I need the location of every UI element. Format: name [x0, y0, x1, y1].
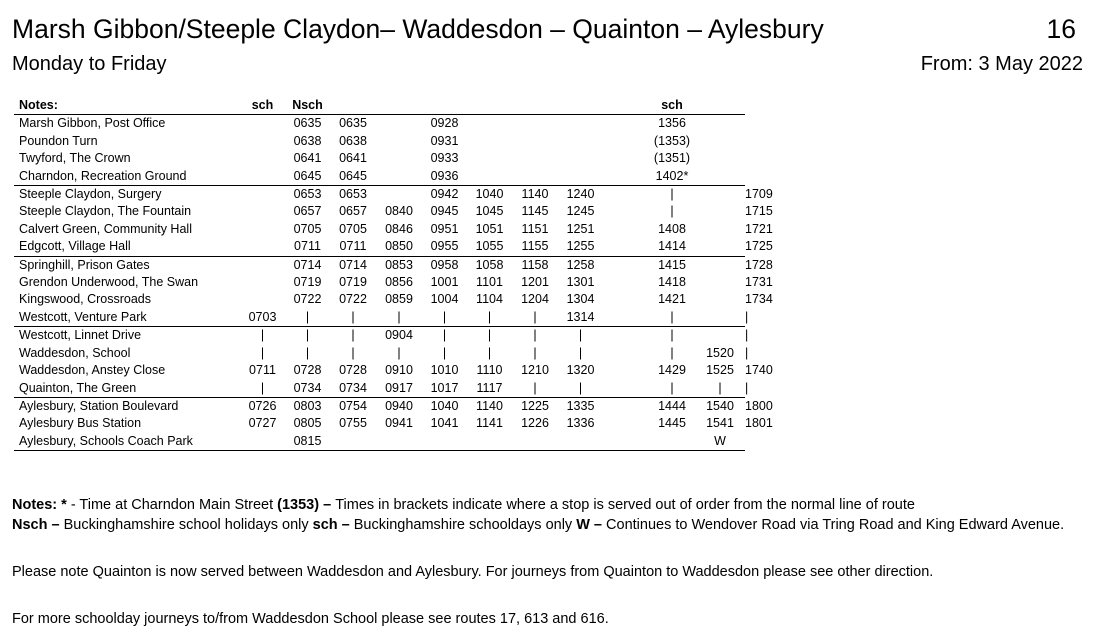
departure-time: 1140 [512, 186, 558, 204]
departure-time: 0657 [293, 204, 322, 219]
departure-time: 0728 [339, 363, 367, 378]
departure-time: 1429 [658, 363, 686, 378]
stop-name: Waddesdon, School [19, 345, 131, 360]
departure-time: 1055 [475, 239, 504, 254]
departure-time: 0904 [376, 327, 422, 345]
departure-time: 1004 [430, 292, 459, 307]
departure-time: | [330, 327, 376, 345]
departure-time: 0803 [285, 397, 330, 415]
departure-time [330, 433, 376, 451]
departure-time [467, 433, 512, 451]
departure-time [240, 115, 285, 133]
notes-line-1 [12, 497, 915, 513]
table-row: Aylesbury, Station Boulevard 0726 0803 0754 0940 1040 1140 1225 1335 1444 1540 1800 [14, 397, 745, 415]
departure-time: 0755 [339, 416, 367, 431]
departure-time: (1351) [653, 151, 691, 166]
departure-time: 0645 [339, 168, 367, 183]
departure-time: 1225 [512, 397, 558, 415]
departure-time [603, 186, 649, 204]
stop-name: Steeple Claydon, The Fountain [19, 204, 192, 219]
departure-time: | [578, 380, 583, 395]
journey-header [467, 97, 512, 115]
effective-date: From: 3 May 2022 [920, 53, 1083, 75]
departure-time [603, 380, 649, 398]
departure-time: | [351, 309, 355, 324]
departure-time: | [487, 309, 492, 324]
departure-time [603, 115, 649, 133]
departure-time: 0734 [293, 380, 322, 395]
departure-time: 0703 [248, 309, 277, 324]
journey-header [558, 97, 603, 115]
departure-time: 1520 [706, 345, 734, 360]
notes-header: Notes: [14, 97, 240, 115]
timetable [14, 97, 773, 451]
departure-time: 1258 [558, 256, 603, 274]
table-row: Westcott, Linnet Drive | | | 0904 | | | | | | [14, 327, 745, 345]
departure-time: 0711 [294, 239, 321, 254]
departure-time [376, 186, 422, 204]
stop-name: Poundon Turn [19, 133, 98, 148]
departure-time: | [670, 380, 674, 395]
nsch-symbol: Nsch – [12, 517, 60, 533]
departure-time: W [695, 433, 745, 451]
departure-time: 1245 [566, 204, 595, 219]
departure-time: 0641 [293, 151, 322, 166]
departure-time: 0853 [376, 256, 422, 274]
notes-line-2 [12, 517, 1064, 533]
departure-time: 1104 [476, 292, 503, 307]
stop-name: Kingswood, Crossroads [19, 292, 152, 307]
departure-time [603, 274, 649, 291]
departure-time: 0722 [293, 292, 322, 307]
stop-name: Aylesbury, Station Boulevard [14, 397, 240, 415]
departure-time [603, 168, 649, 186]
departure-time [695, 168, 745, 186]
departure-time: | [285, 327, 330, 345]
departure-time [603, 238, 649, 256]
departure-time [512, 115, 558, 133]
departure-time [695, 309, 745, 327]
schoolday-note: For more schoolday journeys to/from Waddesdon School please see routes 17, 613 and 616. [12, 611, 609, 627]
departure-time: 0728 [293, 363, 322, 378]
timetable-header [14, 97, 745, 115]
departure-time [422, 433, 467, 451]
departure-time [603, 433, 649, 451]
table-row: Waddesdon, Anstey Close 0711 0728 0728 0910 1010 1110 1210 1320 1429 1525 1740 [14, 362, 745, 379]
departure-time: 1240 [558, 186, 603, 204]
departure-time [695, 327, 745, 345]
departure-time: 1402* [655, 168, 689, 183]
departure-time [695, 256, 745, 274]
departure-time: | [670, 309, 674, 324]
departure-time: 1201 [521, 275, 549, 290]
departure-time: | [670, 204, 674, 219]
operating-days: Monday to Friday [12, 53, 167, 75]
table-row [14, 133, 745, 150]
table-row: Aylesbury Bus Station 0727 0805 0755 0941 1041 1141 1226 1336 1445 1541 1801 [14, 415, 745, 432]
departure-time: | [649, 327, 695, 345]
bracket-example: (1353) [277, 497, 320, 513]
departure-time: 1418 [658, 275, 686, 290]
departure-time: | [305, 309, 310, 324]
departure-time [467, 115, 512, 133]
departure-time [695, 221, 745, 238]
departure-time: 0705 [339, 221, 367, 236]
departure-time: 0653 [285, 186, 330, 204]
departure-time: 0638 [293, 133, 322, 148]
departure-time: 1525 [706, 363, 734, 378]
w-symbol: W – [576, 517, 602, 533]
stop-name: Westcott, Linnet Drive [14, 327, 240, 345]
departure-time [376, 433, 422, 451]
departure-time [376, 133, 422, 150]
stop-name: Edgcott, Village Hall [19, 239, 131, 254]
departure-time [240, 433, 285, 451]
departure-time [649, 433, 695, 451]
table-row: Calvert Green, Community Hall 0705 0705 0846 0951 1051 1151 1251 1408 1721 [14, 221, 745, 238]
departure-time: 1145 [521, 204, 549, 219]
departure-time: 1336 [566, 416, 595, 431]
departure-time [376, 168, 422, 186]
journey-header [330, 97, 376, 115]
departure-time [695, 203, 745, 220]
departure-time [558, 133, 603, 150]
departure-time: 1255 [566, 239, 595, 254]
departure-time: 0945 [430, 204, 459, 219]
w-note: Continues to Wendover Road via Tring Road and King Edward Avenue. [602, 517, 1065, 533]
departure-time: 0840 [385, 204, 413, 219]
departure-time [603, 150, 649, 167]
departure-time: 1251 [566, 221, 595, 236]
table-row: Kingswood, Crossroads 0722 0722 0859 1004 1104 1204 1304 1421 1734 [14, 291, 745, 308]
departure-time: 1301 [566, 275, 595, 290]
departure-time: | [240, 327, 285, 345]
departure-time: 0714 [285, 256, 330, 274]
stop-name: Marsh Gibbon, Post Office [19, 116, 166, 131]
departure-time [603, 362, 649, 379]
departure-time: 1141 [476, 416, 503, 431]
departure-time: 0714 [330, 256, 376, 274]
departure-time: | [397, 309, 401, 324]
departure-time [603, 256, 649, 274]
departure-time: 0635 [293, 116, 322, 131]
departure-time: 1155 [521, 239, 549, 254]
departure-time: 0657 [339, 204, 367, 219]
dash: – [319, 497, 336, 513]
sch-note: Buckinghamshire schooldays only [349, 517, 577, 533]
star-note: - Time at Charndon Main Street [66, 497, 278, 513]
stop-name: Steeple Claydon, Surgery [14, 186, 240, 204]
departure-time [512, 433, 558, 451]
route-number: 16 [1046, 14, 1076, 44]
departure-time: 0931 [430, 133, 459, 148]
table-row [14, 168, 745, 186]
departure-time: | [422, 327, 467, 345]
departure-time: 1140 [467, 397, 512, 415]
departure-time: | [487, 345, 492, 360]
departure-time: 0941 [385, 416, 413, 431]
departure-time: 0815 [285, 433, 330, 451]
nsch-note: Buckinghamshire school holidays only [59, 517, 313, 533]
departure-time [240, 274, 285, 291]
departure-time: 0653 [330, 186, 376, 204]
star-symbol: * [61, 497, 67, 513]
departure-time: | [512, 327, 558, 345]
departure-time: | [533, 309, 537, 324]
table-row [14, 115, 745, 133]
departure-time [512, 133, 558, 150]
departure-time: 1041 [430, 416, 459, 431]
departure-time: 1445 [658, 416, 686, 431]
departure-time: 0936 [430, 168, 459, 183]
departure-time: 1204 [521, 292, 549, 307]
page-title: Marsh Gibbon/Steeple Claydon– Waddesdon – Quainton – Aylesbury [12, 14, 824, 44]
departure-time [695, 133, 745, 150]
departure-time [512, 168, 558, 186]
departure-time: 1151 [521, 221, 549, 236]
departure-time [240, 203, 285, 220]
departure-time: 0859 [385, 292, 413, 307]
departure-time: 0958 [422, 256, 467, 274]
departure-time: 1408 [658, 221, 686, 236]
table-row: Springhill, Prison Gates 0714 0714 0853 0958 1058 1158 1258 1415 1728 [14, 256, 745, 274]
departure-time: 1045 [475, 204, 504, 219]
table-row: Steeple Claydon, The Fountain 0657 0657 0840 0945 1045 1145 1245 | 1715 [14, 203, 745, 220]
departure-time: 1304 [566, 292, 595, 307]
journey-header [695, 97, 745, 115]
departure-time: 1444 [649, 397, 695, 415]
departure-time [240, 238, 285, 256]
departure-time [467, 150, 512, 167]
stop-name: Quainton, The Green [19, 380, 137, 395]
departure-time: 1335 [558, 397, 603, 415]
table-row [14, 150, 745, 167]
departure-time [695, 186, 745, 204]
stop-name: Springhill, Prison Gates [14, 256, 240, 274]
departure-time: 1226 [521, 416, 549, 431]
departure-time [558, 150, 603, 167]
departure-time: (1353) [653, 133, 691, 148]
departure-time [603, 221, 649, 238]
departure-time: 0638 [339, 133, 367, 148]
sch-symbol: sch – [312, 517, 350, 533]
departure-time [240, 291, 285, 308]
departure-time: | [533, 380, 537, 395]
departure-time: 0856 [385, 275, 413, 290]
departure-time: | [442, 309, 447, 324]
departure-time [240, 256, 285, 274]
stop-name: Grendon Underwood, The Swan [19, 275, 199, 290]
departure-time [467, 168, 512, 186]
table-row: Westcott, Venture Park 0703 | | | | | | 1314 | | [14, 309, 745, 327]
journey-header: Nsch [285, 97, 330, 115]
departure-time: 0805 [293, 416, 322, 431]
departure-time [603, 327, 649, 345]
departure-time: 1001 [430, 275, 459, 290]
departure-time: | [670, 345, 674, 360]
stop-name: Aylesbury, Schools Coach Park [14, 433, 240, 451]
table-row: Grendon Underwood, The Swan 0719 0719 0856 1001 1101 1201 1301 1418 1731 [14, 274, 745, 291]
departure-time: 0734 [339, 380, 367, 395]
departure-time: 0705 [293, 221, 322, 236]
departure-time [695, 238, 745, 256]
journey-header [603, 97, 649, 115]
departure-time [512, 150, 558, 167]
departure-time: 0910 [385, 363, 413, 378]
stop-name: Twyford, The Crown [19, 151, 131, 166]
departure-time: 0711 [339, 239, 367, 254]
departure-time: 0933 [430, 151, 459, 166]
departure-time: 0719 [339, 275, 367, 290]
departure-time: 1356 [658, 116, 686, 131]
departure-time [695, 150, 745, 167]
stop-name: Aylesbury Bus Station [19, 416, 142, 431]
departure-time [603, 345, 649, 362]
journey-header [376, 97, 422, 115]
departure-time: 1010 [430, 363, 459, 378]
table-row: Quainton, The Green | 0734 0734 0917 1017 1117 | | | | | [14, 380, 745, 398]
departure-time: 1101 [476, 275, 503, 290]
departure-time: 0641 [339, 151, 367, 166]
departure-time: 1210 [521, 363, 549, 378]
departure-time: | [260, 345, 265, 360]
departure-time [467, 133, 512, 150]
departure-time: 0727 [248, 416, 277, 431]
notes-label: Notes: [12, 497, 58, 513]
departure-time [240, 168, 285, 186]
departure-time: | [467, 327, 512, 345]
departure-time: 0928 [430, 116, 459, 131]
departure-time: 1421 [658, 292, 686, 307]
bracket-note: Times in brackets indicate where a stop is served out of order from the normal line of route [335, 497, 915, 513]
departure-time [695, 274, 745, 291]
departure-time [695, 291, 745, 308]
departure-time: 0917 [385, 380, 413, 395]
departure-time [558, 168, 603, 186]
departure-time [695, 115, 745, 133]
table-row: Edgcott, Village Hall 0711 0711 0850 0955 1055 1155 1255 1414 1725 [14, 238, 745, 256]
departure-time: 0846 [385, 221, 413, 236]
departure-time: 1110 [476, 363, 503, 378]
departure-time: 0754 [330, 397, 376, 415]
departure-time: 1414 [658, 239, 686, 254]
departure-time: | [305, 345, 310, 360]
departure-time: 1058 [467, 256, 512, 274]
departure-time: 0940 [376, 397, 422, 415]
departure-time [603, 309, 649, 327]
departure-time: 1158 [512, 256, 558, 274]
departure-time: 1540 [695, 397, 745, 415]
departure-time: 0722 [339, 292, 367, 307]
departure-time: | [533, 345, 537, 360]
departure-time: 0719 [293, 275, 322, 290]
departure-time [558, 433, 603, 451]
departure-time [603, 415, 649, 432]
departure-time [240, 186, 285, 204]
departure-time [240, 150, 285, 167]
departure-time [603, 133, 649, 150]
stop-name: Charndon, Recreation Ground [19, 168, 187, 183]
departure-time: 1051 [475, 221, 504, 236]
table-row [14, 433, 745, 451]
departure-time [603, 291, 649, 308]
departure-time: 1017 [430, 380, 459, 395]
departure-time [240, 221, 285, 238]
departure-time: | [578, 345, 583, 360]
departure-time: 1040 [467, 186, 512, 204]
departure-time: 1415 [649, 256, 695, 274]
departure-time: | [558, 327, 603, 345]
departure-time: | [351, 345, 355, 360]
departure-time: | [442, 345, 447, 360]
journey-header [512, 97, 558, 115]
departure-time [376, 115, 422, 133]
journey-header: sch [240, 97, 285, 115]
departure-time: 0726 [240, 397, 285, 415]
departure-time: 0850 [385, 239, 413, 254]
stop-name: Calvert Green, Community Hall [19, 221, 192, 236]
departure-time [376, 150, 422, 167]
departure-time: 0711 [249, 363, 276, 378]
departure-time: | [718, 380, 722, 395]
departure-time [558, 115, 603, 133]
departure-time: 1117 [476, 380, 503, 395]
journey-header: sch [649, 97, 695, 115]
departure-time [603, 397, 649, 415]
table-row: Steeple Claydon, Surgery 0653 0653 0942 1040 1140 1240 | 1709 [14, 186, 745, 204]
departure-time: 1320 [566, 363, 595, 378]
stop-name: Waddesdon, Anstey Close [19, 363, 166, 378]
quainton-note: Please note Quainton is now served between Waddesdon and Aylesbury. For journeys from Quainton to Waddesdon please see other direction. [12, 564, 934, 580]
departure-time: 0955 [430, 239, 459, 254]
departure-time: | [397, 345, 401, 360]
departure-time: | [649, 186, 695, 204]
departure-time: 0635 [339, 116, 367, 131]
departure-time: 1541 [706, 416, 734, 431]
departure-time: 1040 [422, 397, 467, 415]
departure-time: | [260, 380, 265, 395]
stop-name: Westcott, Venture Park [19, 309, 147, 324]
departure-time [240, 133, 285, 150]
departure-time [603, 203, 649, 220]
departure-time: 0951 [430, 221, 459, 236]
departure-time: 0942 [422, 186, 467, 204]
departure-time: 1314 [566, 309, 595, 324]
departure-time: 0645 [293, 168, 322, 183]
table-row: Waddesdon, School | | | | | | | | | 1520 | [14, 345, 745, 362]
journey-header [422, 97, 467, 115]
